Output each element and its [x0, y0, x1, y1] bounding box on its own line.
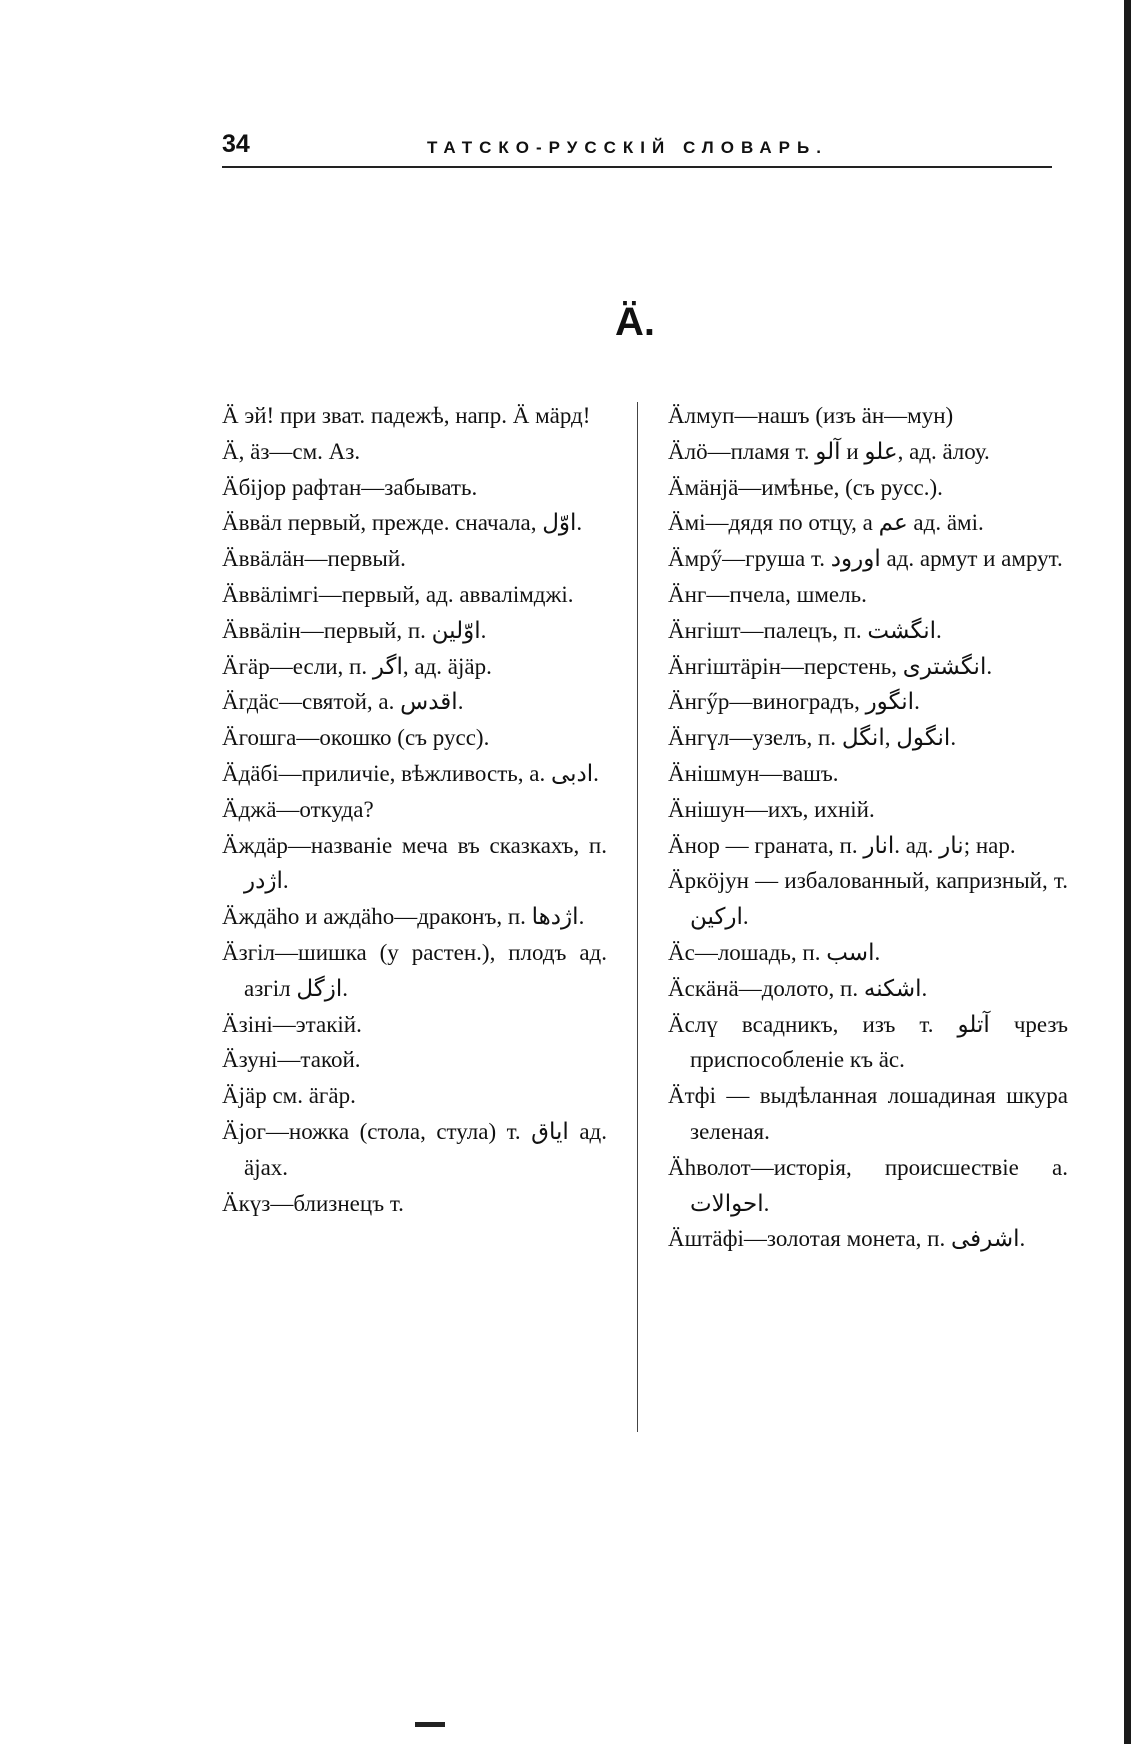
- page-header: [222, 130, 1052, 170]
- dictionary-entry: Äзуні—такой.: [222, 1047, 361, 1073]
- dictionary-entry: Äнгіштäрін—перстень, انگشترى.: [668, 653, 993, 679]
- dictionary-entry: Äкүз—близнецъ т.: [222, 1190, 404, 1216]
- dictionary-entry: Äнішмун—вашъ.: [668, 760, 839, 786]
- dictionary-entry: Äввäлін—первый, п. اوّلين.: [222, 617, 487, 643]
- dictionary-entry: Äнішун—ихъ, ихній.: [668, 796, 875, 822]
- dictionary-entry: Äнг—пчела, шмель.: [668, 581, 867, 607]
- dictionary-entry: Äjäр см. äгäр.: [222, 1083, 356, 1109]
- dictionary-entry: Äввäлімгі—первый, ад. аввалімджі.: [222, 581, 574, 607]
- dictionary-entry: Äштäфі—золотая монета, п. اشرفى.: [668, 1226, 1026, 1252]
- dictionary-entry: Äнгүл—узелъ, п. انگول ,انگل.: [668, 725, 957, 751]
- dictionary-entry: Äмäнjä—имѣнье, (съ русс.).: [668, 474, 943, 500]
- dictionary-entry: Äjог—ножка (стола, стула) т. اياق ад. äjах.: [222, 1118, 607, 1180]
- dictionary-entry: Ä эй! при зват. падежѣ, напр. Ä мäрд!: [222, 403, 591, 428]
- dictionary-entry: Äслү всадникъ, изъ т. آتلو чрезъ приспособленіе къ äс.: [668, 1011, 1068, 1073]
- dictionary-entry: Äзгіл—шишка (у растен.), плодъ ад. азгіл ازگل.: [222, 939, 607, 1001]
- page-number: 34: [222, 130, 250, 158]
- dictionary-entry: Ä, äз—см. Аз.: [222, 438, 361, 464]
- dictionary-entry: Äркöјун — избалованный, капризный, т. اركين.: [668, 868, 1068, 930]
- dictionary-entry: Äлмуп—нашъ (изъ äн—мун): [668, 403, 954, 428]
- header-rule: [222, 166, 1052, 168]
- dictionary-entry: Äгошга—окошко (съ русс).: [222, 725, 490, 751]
- footer-mark: [415, 1722, 445, 1727]
- dictionary-entry: Äнор — граната, п. انار. ад. نار; нар.: [668, 832, 1016, 858]
- section-letter: Ä.: [615, 300, 655, 344]
- dictionary-entry: Äһволот—исторія, происшествіе а. احوالات.: [668, 1154, 1068, 1216]
- dictionary-entry: Äгäр—если, п. اگر, ад. äjäр.: [222, 653, 492, 679]
- dictionary-entry: Äгдäс—святой, а. اقدس.: [222, 689, 464, 715]
- dictionary-entry: Äзіні—этакій.: [222, 1011, 362, 1037]
- dictionary-entry: Äдäбі—приличіе, вѣжливость, а. ادبى.: [222, 760, 599, 786]
- dictionary-entry: Äмрӳ—груша т. اورود ад. армут и амрут.: [668, 546, 1063, 572]
- dictionary-entry: Äскäнä—долото, п. اشكنه.: [668, 975, 928, 1001]
- column-divider: [637, 402, 638, 1432]
- dictionary-entry: Äбіјор рафтан—забывать.: [222, 474, 478, 500]
- dictionary-entry: Äмі—дядя по отцу, а عم ад. äмі.: [668, 510, 984, 536]
- dictionary-entry: Äджä—откуда?: [222, 796, 374, 822]
- dictionary-entry: Äввäлäн—первый.: [222, 546, 406, 572]
- dictionary-entry: Äс—лошадь, п. اسب.: [668, 939, 881, 965]
- dictionary-entry: Äждäһо и аждäһо—драконъ, п. اژدها.: [222, 904, 585, 930]
- dictionary-entry: Äнгішт—палецъ, п. انگشت.: [668, 617, 942, 643]
- dictionary-entry: Äввäл первый, прежде. сначала, اوّل.: [222, 510, 583, 536]
- dictionary-entry: Äтфі — выдѣланная лошадиная шкура зеленая.: [668, 1083, 1068, 1144]
- left-column: [222, 398, 607, 1221]
- dictionary-entry: Äнгӳр—виноградъ, انگور.: [668, 689, 920, 715]
- dictionary-entry: Äждäр—названіе меча въ сказкахъ, п. اژدر.: [222, 832, 607, 894]
- dictionary-entry: Äлö—пламя т. آلو и علو, ад. äлоу.: [668, 438, 990, 464]
- page-edge-bar: [1124, 0, 1131, 1744]
- right-column: [668, 398, 1068, 1257]
- running-title: ТАТСКО-РУССКІЙ СЛОВАРЬ.: [427, 138, 828, 157]
